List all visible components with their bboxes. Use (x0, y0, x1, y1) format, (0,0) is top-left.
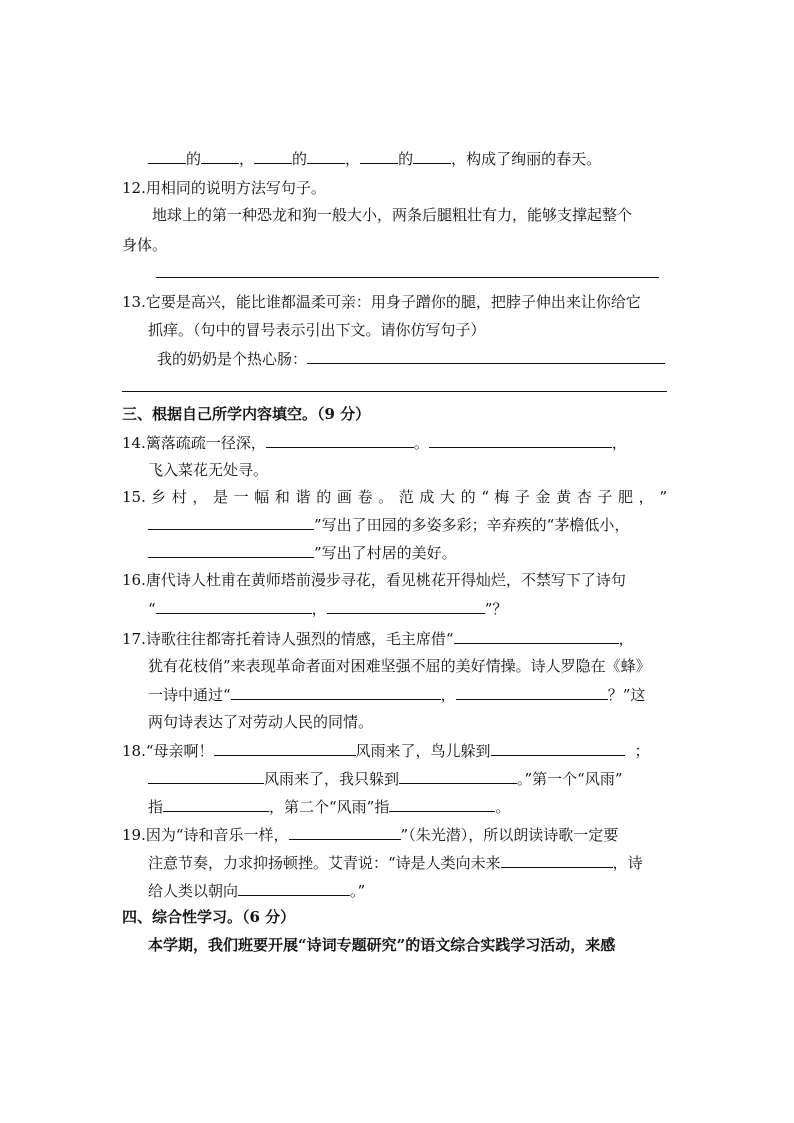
q12-head: 12.用相同的说明方法写句子。 (122, 179, 326, 197)
q13-line2: 抓痒。（句中的冒号表示引出下文。请你仿写句子） (148, 321, 486, 339)
q19-line2: 注意节奏，力求抑扬顿挫。艾青说：“诗是人类向未来 ，诗 (148, 854, 643, 872)
answer-blank[interactable] (413, 148, 451, 164)
q18-line3: 指 ，第二个“风雨”指 。 (148, 798, 511, 816)
q13-line3: 我的奶奶是个热心肠： (157, 348, 665, 369)
answer-blank[interactable] (501, 852, 613, 868)
q14-line1: 14.篱落疏疏一径深， 。 ， (122, 434, 627, 452)
q17-line3: 一诗中通过“ ， ？”这 (148, 686, 646, 704)
answer-blank[interactable] (201, 148, 239, 164)
answer-blank[interactable] (327, 598, 485, 614)
answer-blank[interactable] (238, 880, 350, 896)
answer-blank[interactable] (163, 796, 269, 812)
q16-line1: 16.唐代诗人杜甫在黄师塔前漫步寻花，看见桃花开得灿烂，不禁写下了诗句 (122, 571, 626, 589)
answer-blank[interactable] (456, 684, 608, 700)
section-4-intro: 本学期，我们班要开展“诗词专题研究”的语文综合实践学习活动，来感 (148, 936, 616, 954)
answer-blank[interactable] (254, 148, 292, 164)
answer-blank[interactable] (231, 684, 441, 700)
answer-blank[interactable] (399, 768, 517, 784)
answer-blank[interactable] (148, 542, 314, 558)
answer-blank[interactable] (214, 740, 356, 756)
q12-example-line2: 身体。 (122, 236, 168, 254)
q13-line1: 13.它要是高兴，能比谁都温柔可亲：用身子蹭你的腿，把脖子伸出来让你给它 (122, 293, 641, 311)
answer-blank[interactable] (454, 628, 619, 644)
q14-line2: 飞入菜花无处寻。 (148, 461, 269, 479)
answer-blank[interactable] (389, 796, 495, 812)
answer-blank[interactable] (156, 598, 312, 614)
q12-example-line1: 地球上的第一种恐龙和狗一般大小，两条后腿粗壮有力，能够支撑起整个 (152, 206, 633, 224)
q17-line2: 犹有花枝俏”来表现革命者面对困难坚强不屈的美好情操。诗人罗隐在《蜂》 (148, 657, 651, 675)
answer-blank[interactable] (360, 148, 398, 164)
answer-blank[interactable] (429, 432, 612, 448)
q19-line1: 19.因为“诗和音乐一样， ”（朱光潜），所以朗读诗歌一定要 (122, 826, 619, 844)
q15-line2: ”写出了田园的多姿多彩；辛弃疾的“茅檐低小， (148, 514, 629, 535)
section-3-title: 三、根据自己所学内容填空。（9 分） (122, 405, 371, 423)
q18-line1: 18.“母亲啊！ 风雨来了，鸟儿躲到 ； (122, 742, 650, 760)
q18-line2: 风雨来了，我只躲到 。”第一个“风雨” (148, 768, 623, 789)
answer-blank[interactable] (289, 824, 401, 840)
answer-blank[interactable] (148, 768, 264, 784)
q17-line1: 17.诗歌往往都寄托着诗人强烈的情感，毛主席借“ ， (122, 630, 634, 648)
q11-continuation-line: 的 ， 的 ， 的 ，构成了绚丽的春天。 (148, 148, 601, 169)
q15-line1: 15. 乡 村 ， 是 一 幅 和 谐 的 画 卷 。 范 成 大 的 “ 梅 子 金 黄 杏 子 肥 ， ” (122, 488, 667, 506)
q19-line3: 给人类以朝向 。” (148, 882, 366, 900)
q13-answer-line[interactable] (122, 391, 667, 392)
q12-answer-line[interactable] (156, 277, 659, 278)
q15-line3: ”写出了村居的美好。 (148, 542, 457, 563)
answer-blank[interactable] (148, 514, 314, 530)
answer-blank[interactable] (148, 148, 186, 164)
q17-line4: 两句诗表达了对劳动人民的同情。 (148, 713, 374, 731)
section-4-title: 四、综合性学习。（6 分） (122, 908, 296, 926)
answer-blank[interactable] (307, 148, 345, 164)
answer-blank[interactable] (491, 740, 625, 756)
answer-blank[interactable] (266, 432, 414, 448)
q13-answer-blank[interactable] (307, 348, 665, 364)
q16-line2: “ ， ”？ (148, 600, 508, 618)
